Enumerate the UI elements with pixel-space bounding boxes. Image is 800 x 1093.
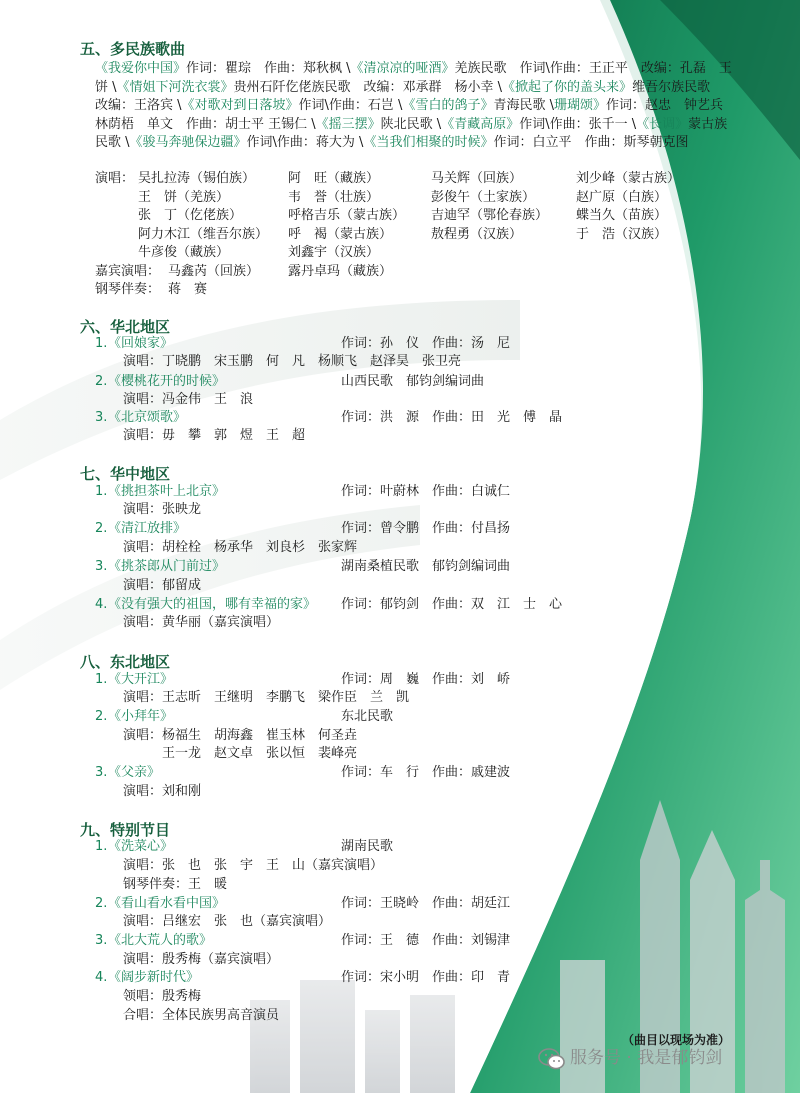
performer: 吴扎拉涛（锡伯族） [138,171,256,186]
song-title: 《情姐下河洗衣裳》 [116,79,234,95]
wechat-icon [538,1047,566,1071]
section-title-6: 六、华北地区 [80,318,171,336]
guest-label: 嘉宾演唱： [95,263,161,279]
performers: 合唱：全体民族男高音演员 [123,1008,280,1023]
performer: 彭俊午（土家族） [431,189,536,205]
song-credit: 湖南民歌 [341,839,394,854]
song-credit: 蒙古族民歌 \ [95,116,728,151]
song-title: 《青藏高原》 [441,116,520,132]
performers: 演唱：郁留成 [123,578,202,593]
song-credit: 作词：郁钧剑 作曲：双 江 士 心 [341,597,563,612]
song-credit: 羌族民歌 作词\作曲：王正平 改编：孔磊 王饼 \ [95,61,732,95]
item-number: 2. [95,374,108,389]
song-title: 《樱桃花开的时候》 [108,374,226,389]
song-credit: 作词：洪 源 作曲：田 光 傅 晶 [341,410,563,425]
performers: 演唱：毋 攀 郭 煜 王 超 [123,428,306,443]
performer: 牛彦俊（藏族） [138,245,230,260]
song-title: 《大开江》 [108,672,174,687]
song-title: 《我爱你中国》 [95,61,187,76]
performer: 刘少峰（蒙古族） [576,171,681,186]
performers: 演唱：吕继宏 张 也（嘉宾演唱） [123,914,332,929]
performer: 呼格吉乐（蒙古族） [288,208,406,223]
song-title: 《阔步新时代》 [108,970,200,985]
performer: 刘鑫宇（汉族） [288,245,380,260]
program-note: （曲目以现场为准） [622,1033,731,1047]
performer: 赵广原（白族） [576,189,668,205]
performers: 王一龙 赵文卓 张以恒 裴峰亮 [123,746,358,761]
song-title: 《摇三摆》 [315,116,381,132]
item-number: 3. [95,765,108,780]
item-number: 1. [95,336,108,351]
song-title: 《看山看水看中国》 [108,896,226,911]
performer: 阿 旺（藏族） [288,171,380,186]
item-number: 4. [95,970,108,985]
performers: 演唱：王志昕 王继明 李鹏飞 梁作臣 兰 凯 [123,690,410,705]
section-title-9: 九、特别节目 [80,821,171,839]
performer: 蝶当久（苗族） [576,208,668,223]
song-credit: 作词：王 德 作曲：刘锡津 [341,933,511,948]
song-credit: 作词\作曲：石岂 \ [298,98,403,114]
song-credit: 作词：叶蔚林 作曲：白诚仁 [341,484,511,499]
performer: 韦 誉（壮族） [288,189,380,205]
song-title: 《清凉凉的哑酒》 [350,61,455,76]
item-number: 4. [95,597,108,612]
song-credit: 作词：王晓岭 作曲：胡廷江 [341,896,511,911]
performer: 阿力木江（维吾尔族） [138,226,269,242]
performers: 演唱：丁晓鹏 宋玉鹏 何 凡 杨顺飞 赵泽昊 张卫亮 [123,354,462,369]
performer: 呼 褐（蒙古族） [288,226,393,242]
performer: 吉迪罕（鄂伦春族） [431,208,549,223]
song-title: 《清江放排》 [108,521,187,536]
section-title-5: 五、多民族歌曲 [80,40,186,58]
song-credit: 作词：曾令鹏 作曲：付昌扬 [341,521,511,536]
guest-performer: 马鑫芮（回族） [168,263,260,279]
song-title: 《父亲》 [108,765,161,780]
song-credit: 维吾尔族民歌 改编：王洛宾 \ [95,79,724,114]
item-number: 2. [95,896,108,911]
section-5-song-list [95,60,735,153]
song-credit: 作词\作曲：张千一 \ [519,116,637,132]
item-number: 1. [95,672,108,687]
song-credit: 作词\作曲：蒋大为 \ [246,135,364,151]
song-title: 《雪白的鸽子》 [402,98,494,114]
song-credit: 作词：宋小明 作曲：印 青 [341,970,511,985]
performers: 演唱：刘和刚 [123,784,202,799]
song-title: 《骏马奔驰保边疆》 [129,135,247,151]
performers: 演唱：张 也 张 宇 王 山（嘉宾演唱） [123,858,384,873]
performers: 演唱：杨福生 胡海鑫 崔玉林 何圣垚 [123,728,358,743]
item-number: 1. [95,484,108,499]
item-number: 2. [95,521,108,536]
song-title: 《没有强大的祖国，哪有幸福的家》 [108,597,317,612]
song-credit: 作词：白立平 作曲：斯琴朝克图 [493,135,689,151]
watermark: 服务号 · 我是郁钧剑 [570,1048,723,1068]
song-credit: 东北民歌 [341,709,394,724]
performer: 于 浩（汉族） [576,226,668,242]
song-credit: 湖南桑植民歌 郁钧剑编词曲 [341,559,511,574]
song-title: 《挑担茶叶上北京》 [108,484,226,499]
item-number: 1. [95,839,108,854]
performers: 演唱：冯金伟 王 浪 [123,392,254,407]
performers: 演唱：殷秀梅（嘉宾演唱） [123,952,280,967]
song-credit: 作词：瞿琮 作曲：郑秋枫 \ [186,61,351,76]
performers: 演唱：黄华丽（嘉宾演唱） [123,615,280,630]
song-credit: 山西民歌 郁钧剑编词曲 [341,374,485,389]
song-title: 《小拜年》 [108,709,174,724]
song-title: 《挑茶郎从门前过》 [108,559,226,574]
performer: 王 饼（羌族） [138,189,230,205]
performers: 演唱：张映龙 [123,502,202,517]
item-number: 3. [95,933,108,948]
item-number: 3. [95,410,108,425]
song-title: 《洗菜心》 [108,839,174,854]
performers: 领唱：殷秀梅 [123,989,202,1004]
performer: 马关辉（回族） [431,171,523,186]
song-credit: 作词：孙 仪 作曲：汤 尼 [341,336,511,351]
song-title: 《掀起了你的盖头来》 [502,79,633,95]
piano-accompanist: 蒋 赛 [168,282,208,297]
section-title-8: 八、东北地区 [80,653,171,671]
song-title: 《长调》 [636,116,689,132]
performer: 敖程勇（汉族） [431,226,523,242]
item-number: 3. [95,559,108,574]
song-title: 《回娘家》 [108,336,174,351]
song-credit: 作词：赵忠 钟艺兵 林荫梧 单文 作曲：胡士平 王锡仁 \ [95,98,737,132]
song-credit: 陕北民歌 \ [380,116,442,132]
performers: 演唱：胡栓栓 杨承华 刘良杉 张家辉 [123,540,358,555]
song-credit: 贵州石阡仡佬族民歌 改编：邓承群 杨小幸 \ [233,79,503,95]
song-title: 珊瑚颂》 [553,98,606,114]
song-credit: 作词：周 巍 作曲：刘 峤 [341,672,511,687]
section-title-7: 七、华中地区 [80,465,171,483]
song-title: 《当我们相聚的时候》 [363,135,494,151]
song-title: 《北大荒人的歌》 [108,933,213,948]
piano-label: 钢琴伴奏： [95,282,161,297]
item-number: 2. [95,709,108,724]
song-title: 《北京颂歌》 [108,410,187,425]
guest-performer: 露丹卓玛（藏族） [288,263,393,279]
song-credit: 青海民歌 \ [493,98,554,114]
piano-accompanist: 钢琴伴奏：王 暖 [123,877,228,892]
performer: 张 丁（仡佬族） [138,208,243,223]
performers-label: 演唱： [95,171,135,186]
song-title: 《对歌对到日落坡》 [181,98,299,114]
song-credit: 作词：车 行 作曲：戚建波 [341,765,511,780]
